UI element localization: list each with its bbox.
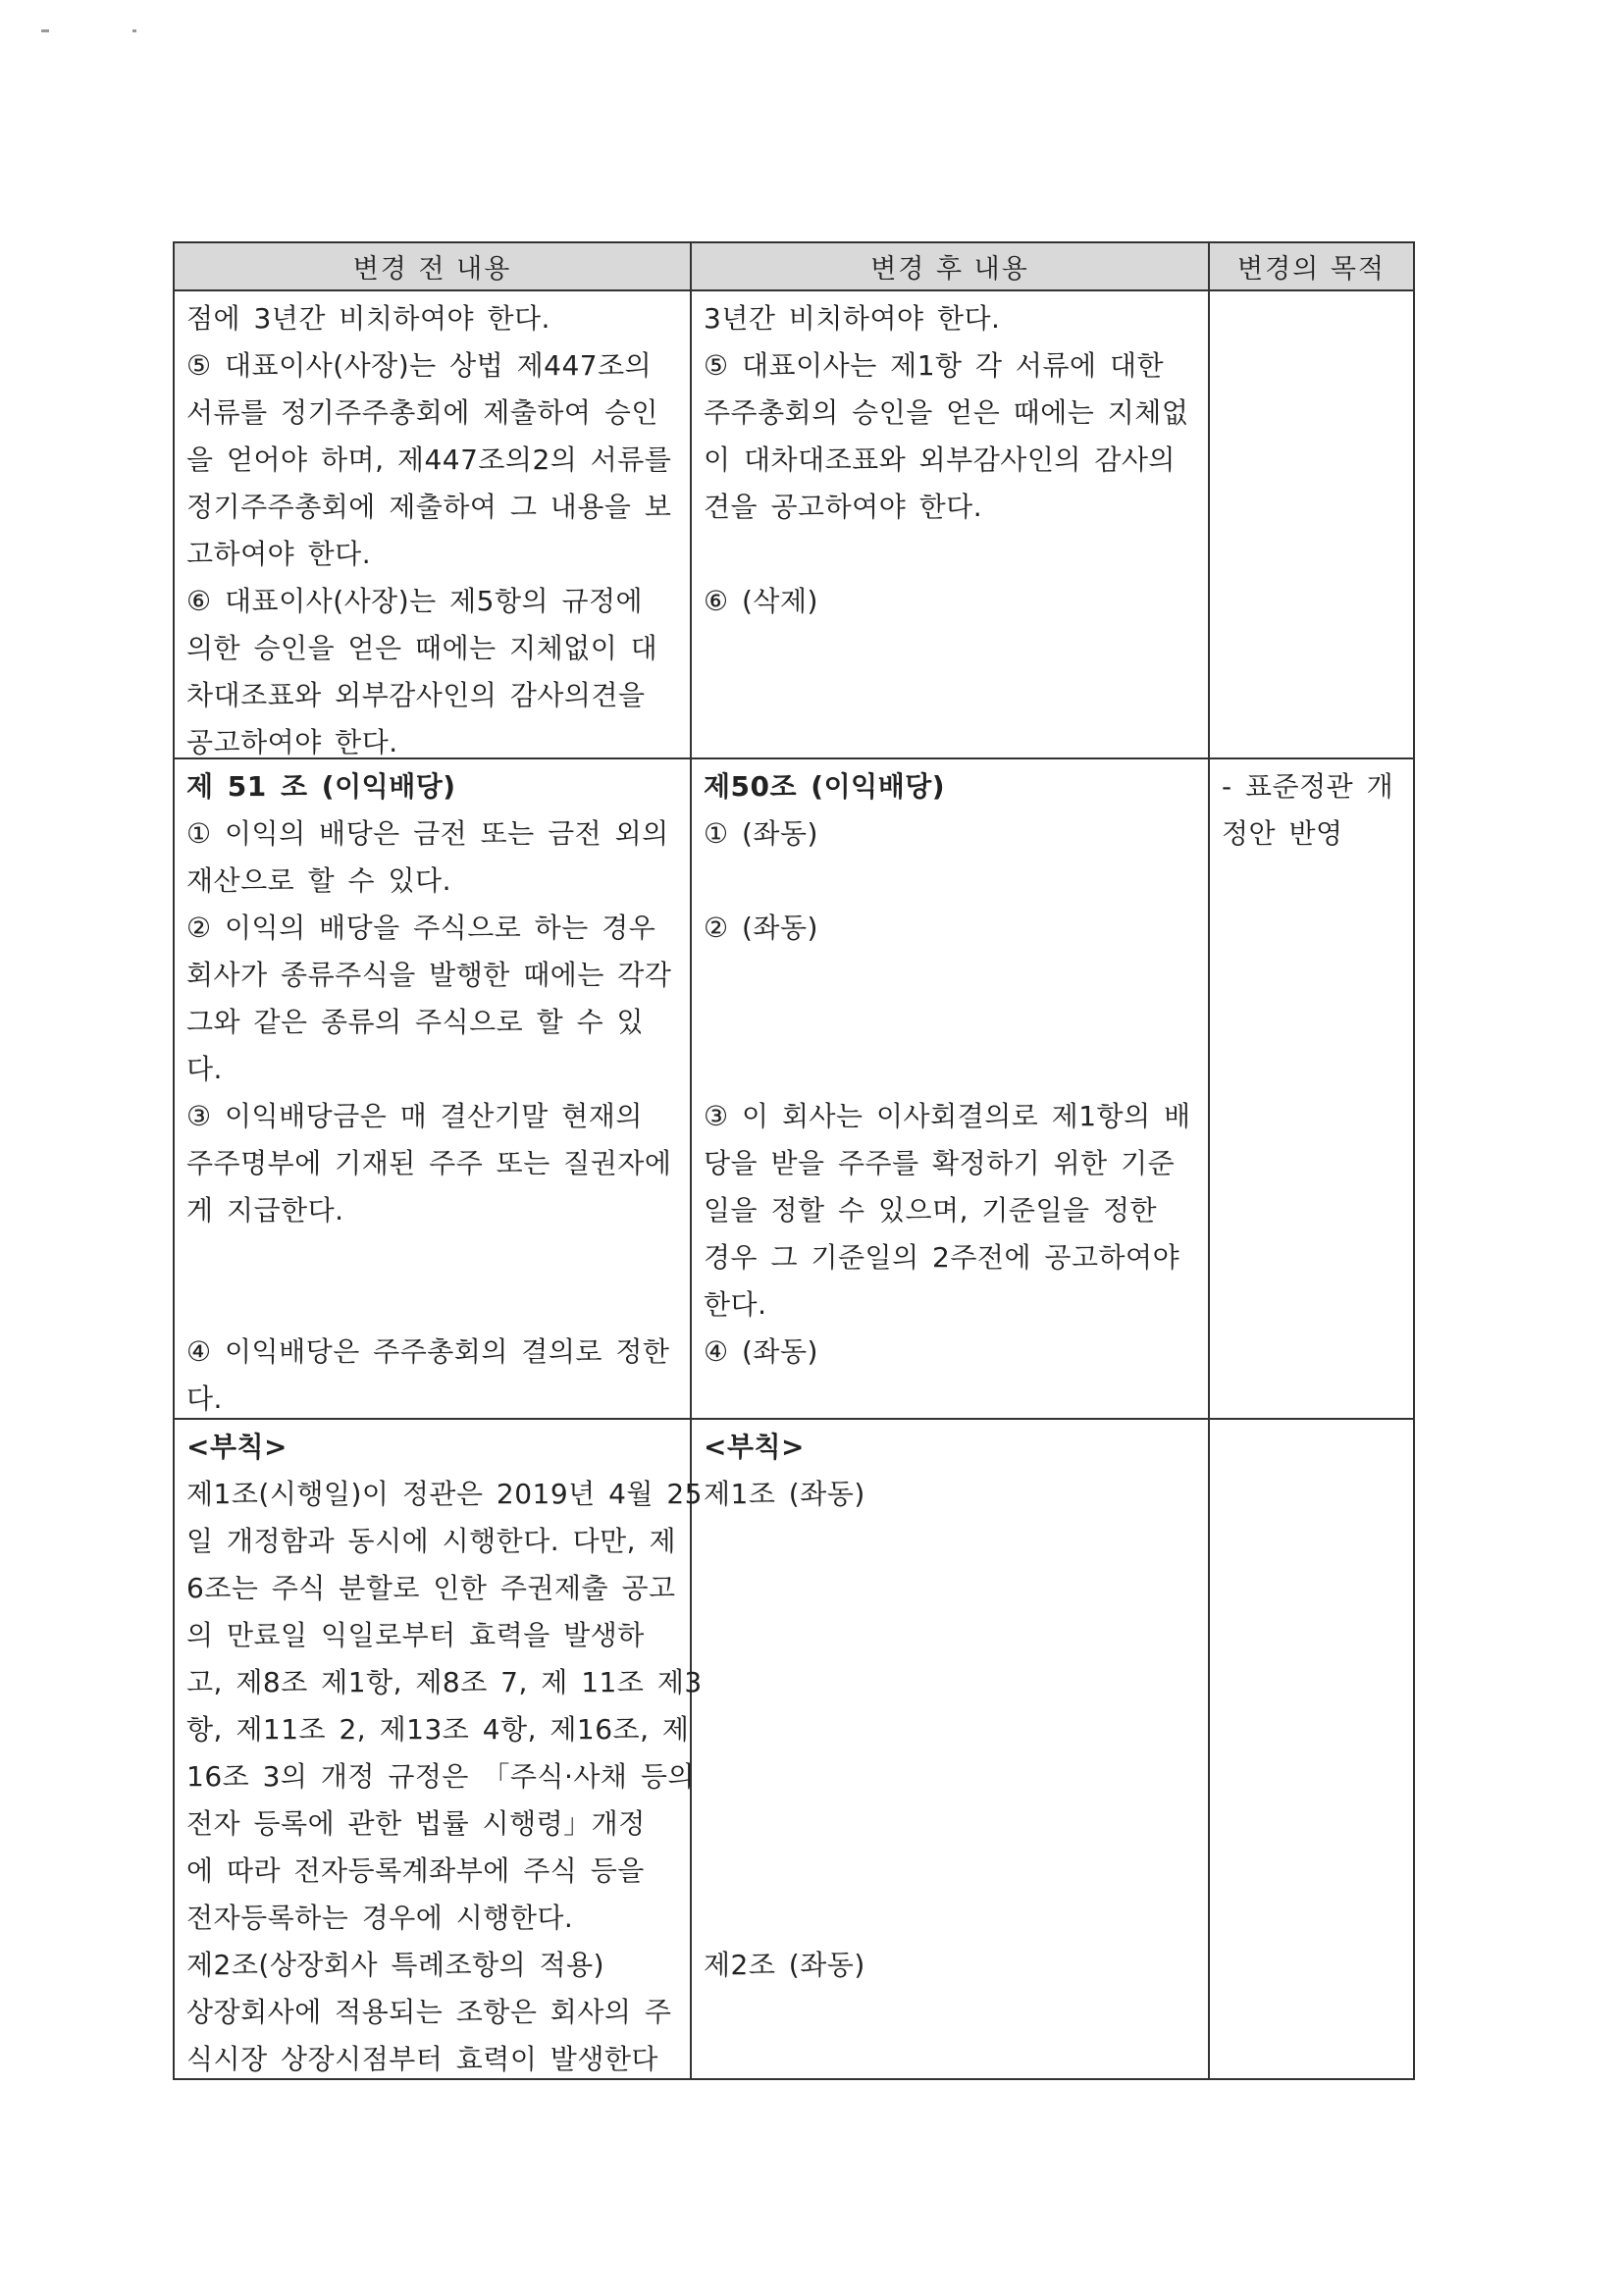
text-line: 일 개정함과 동시에 시행한다. 다만, 제 bbox=[186, 1525, 677, 1557]
row3-purpose bbox=[1210, 1420, 1413, 2078]
text-line: 항, 제11조 2, 제13조 4항, 제16조, 제 bbox=[186, 1713, 690, 1746]
text-line: 제2조(상장회사 특례조항의 적용) bbox=[186, 1949, 605, 1981]
text-line: 게 지급한다. bbox=[186, 1194, 344, 1226]
text-line bbox=[704, 531, 1196, 578]
text-line bbox=[186, 1281, 678, 1329]
text-line: 16조 3의 개정 규정은 「주식·사채 등의 bbox=[186, 1760, 695, 1793]
text-line: 전자등록하는 경우에 시행한다. bbox=[186, 1902, 574, 1934]
text-line: ① 이익의 배당은 금전 또는 금전 외의 bbox=[186, 817, 669, 850]
text-line: 을 얻어야 하며, 제447조의2의 서류를 bbox=[186, 444, 672, 476]
text-line: 식시장 상장시점부터 효력이 발생한다 bbox=[186, 2043, 658, 2075]
text-line: 다. bbox=[186, 1383, 223, 1415]
text-line: 주주명부에 기재된 주주 또는 질권자에 bbox=[186, 1147, 672, 1179]
row3-after bbox=[692, 1420, 1210, 2078]
text-line bbox=[186, 1234, 678, 1281]
text-line: 고, 제8조 제1항, 제8조 7, 제 11조 제3 bbox=[186, 1666, 703, 1698]
supplementary-title: <부칙> bbox=[186, 1431, 288, 1463]
text-line: ⑤ 대표이사(사장)는 상법 제447조의 bbox=[186, 349, 653, 382]
text-line: 전자 등록에 관한 법률 시행령」개정 bbox=[186, 1807, 646, 1840]
text-line: ⑥ 대표이사(사장)는 제5항의 규정에 bbox=[186, 585, 644, 617]
table-row bbox=[175, 759, 1413, 1420]
text-line bbox=[704, 1848, 1196, 1895]
text-line: 의한 승인을 얻은 때에는 지체없이 대 bbox=[186, 632, 658, 664]
text-line: 제2조 (좌동) bbox=[704, 1949, 865, 1981]
text-line: 6조는 주식 분할로 인한 주권제출 공고 bbox=[186, 1572, 676, 1604]
table-row bbox=[175, 291, 1413, 759]
supplementary-title: <부칙> bbox=[704, 1431, 806, 1463]
text-line: 상장회사에 적용되는 조항은 회사의 주 bbox=[186, 1996, 672, 2028]
row2-before bbox=[175, 759, 692, 1418]
text-line bbox=[704, 1800, 1196, 1848]
text-line: ④ 이익배당은 주주총회의 결의로 정한 bbox=[186, 1335, 670, 1368]
row1-purpose bbox=[1210, 291, 1413, 757]
text-line: 견을 공고하여야 한다. bbox=[704, 491, 983, 523]
text-line: 경우 그 기준일의 2주전에 공고하여야 bbox=[704, 1241, 1180, 1274]
table-row bbox=[175, 1420, 1413, 2078]
text-line bbox=[704, 1895, 1196, 1942]
purpose-line: 정안 반영 bbox=[1222, 817, 1343, 850]
text-line: 3년간 비치하여야 한다. bbox=[704, 302, 1001, 335]
text-line: 일을 정할 수 있으며, 기준일을 정한 bbox=[704, 1194, 1158, 1226]
table-header bbox=[175, 243, 1413, 291]
text-line: 서류를 정기주주총회에 제출하여 승인 bbox=[186, 396, 658, 429]
text-line bbox=[704, 1565, 1196, 1612]
row1-before bbox=[175, 291, 692, 757]
text-line bbox=[704, 1518, 1196, 1565]
text-line bbox=[704, 1659, 1196, 1706]
text-line bbox=[704, 858, 1196, 905]
row2-after bbox=[692, 759, 1210, 1418]
article-title: 제 51 조 (이익배당) bbox=[186, 770, 456, 803]
text-line: ② 이익의 배당을 주식으로 하는 경우 bbox=[186, 912, 656, 944]
text-line: ③ 이익배당금은 매 결산기말 현재의 bbox=[186, 1100, 643, 1132]
text-line: ④ (좌동) bbox=[704, 1335, 818, 1368]
scan-speck bbox=[41, 29, 49, 32]
header-before: 변경 전 내용 bbox=[175, 243, 692, 289]
text-line: ① (좌동) bbox=[704, 817, 818, 850]
purpose-line: - 표준정관 개 bbox=[1222, 770, 1394, 803]
text-line: 점에 3년간 비치하여야 한다. bbox=[186, 302, 550, 335]
text-line: 에 따라 전자등록계좌부에 주식 등을 bbox=[186, 1854, 645, 1887]
scan-speck bbox=[132, 29, 136, 32]
text-line: 제1조(시행일)이 정관은 2019년 4월 25 bbox=[186, 1478, 703, 1510]
row1-after bbox=[692, 291, 1210, 757]
text-line: ② (좌동) bbox=[704, 912, 818, 944]
text-line: 고하여야 한다. bbox=[186, 538, 372, 570]
text-line bbox=[704, 952, 1196, 999]
text-line bbox=[704, 1046, 1196, 1093]
text-line: 그와 같은 종류의 주식으로 할 수 있 bbox=[186, 1006, 645, 1038]
text-line: 의 만료일 익일로부터 효력을 발생하 bbox=[186, 1619, 645, 1651]
text-line: 다. bbox=[186, 1053, 223, 1085]
text-line: ⑤ 대표이사는 제1항 각 서류에 대한 bbox=[704, 349, 1165, 382]
article-title: 제50조 (이익배당) bbox=[704, 770, 946, 803]
text-line: 제1조 (좌동) bbox=[704, 1478, 865, 1510]
header-after: 변경 후 내용 bbox=[692, 243, 1210, 289]
text-line: 한다. bbox=[704, 1288, 767, 1321]
row3-before bbox=[175, 1420, 703, 2078]
text-line: 당을 받을 주주를 확정하기 위한 기준 bbox=[704, 1147, 1176, 1179]
text-line bbox=[704, 1706, 1196, 1753]
text-line bbox=[704, 1753, 1196, 1800]
text-line: 정기주주총회에 제출하여 그 내용을 보 bbox=[186, 491, 672, 523]
text-line bbox=[704, 999, 1196, 1046]
text-line: 차대조표와 외부감사인의 감사의견을 bbox=[186, 679, 646, 711]
text-line: 주주총회의 승인을 얻은 때에는 지체없 bbox=[704, 396, 1189, 429]
text-line: 이 대차대조표와 외부감사인의 감사의 bbox=[704, 444, 1176, 476]
header-purpose: 변경의 목적 bbox=[1237, 254, 1386, 285]
text-line: ③ 이 회사는 이사회결의로 제1항의 배 bbox=[704, 1100, 1191, 1132]
text-line: ⑥ (삭제) bbox=[704, 585, 818, 617]
row2-purpose bbox=[1210, 759, 1413, 1418]
text-line: 회사가 종류주식을 발행한 때에는 각각 bbox=[186, 959, 672, 991]
text-line: 재산으로 할 수 있다. bbox=[186, 864, 451, 897]
text-line bbox=[704, 1612, 1196, 1659]
amendment-table bbox=[173, 241, 1415, 2080]
text-line: 공고하여야 한다. bbox=[186, 726, 398, 758]
